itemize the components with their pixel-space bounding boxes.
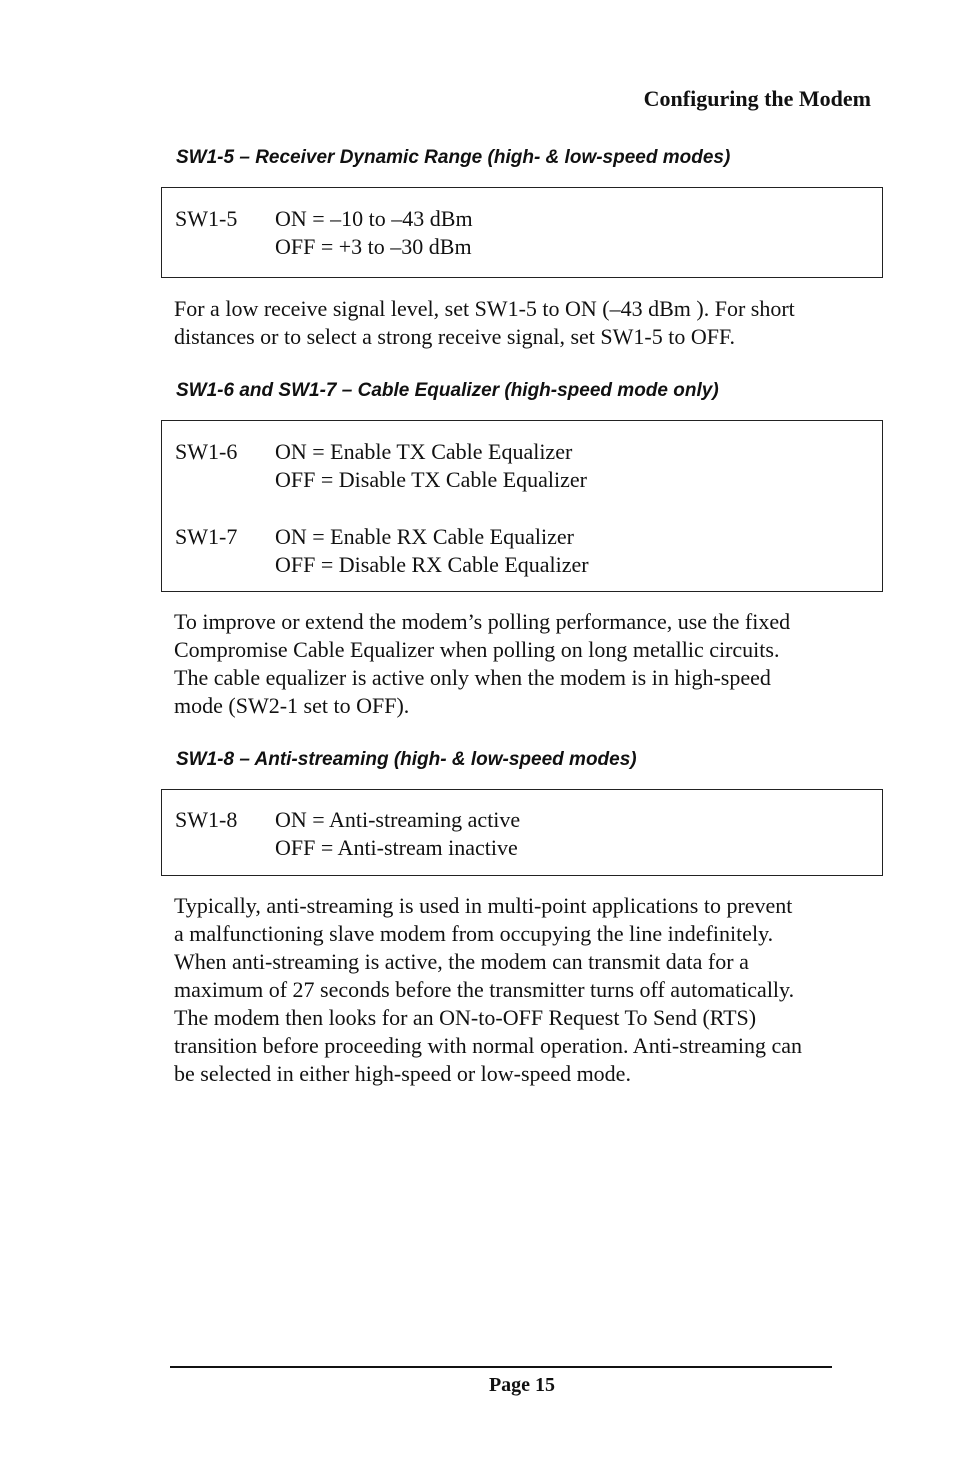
switch-name: SW1-5 — [175, 206, 238, 231]
paragraph-line: transition before proceeding with normal operation. Anti-streaming can — [174, 1033, 803, 1058]
setting-values — [275, 806, 520, 862]
paragraph-line: be selected in either high-speed or low-speed mode. — [174, 1061, 631, 1086]
paragraph-line: Typically, anti-streaming is used in multi-point applications to prevent — [174, 893, 793, 918]
footer-rule — [170, 1366, 832, 1368]
setting-row — [162, 205, 882, 261]
setting-values — [275, 523, 589, 579]
setting-row — [162, 523, 882, 579]
setting-on-line: ON = Enable RX Cable Equalizer — [275, 524, 574, 549]
setting-off-line: OFF = +3 to –30 dBm — [275, 234, 472, 259]
paragraph-line: Compromise Cable Equalizer when polling on long metallic circuits. — [174, 637, 780, 662]
paragraph-line: When anti-streaming is active, the modem can transmit data for a — [174, 949, 749, 974]
section-heading-sw1-6-sw1-7: SW1-6 and SW1-7 – Cable Equalizer (high-speed mode only) — [176, 380, 719, 401]
switch-name: SW1-6 — [175, 439, 238, 464]
setting-box-sw1-5 — [161, 187, 883, 278]
setting-row — [162, 438, 882, 494]
setting-on-line: ON = Enable TX Cable Equalizer — [275, 439, 573, 464]
paragraph-line: distances or to select a strong receive signal, set SW1-5 to OFF. — [174, 324, 735, 349]
setting-row — [162, 806, 882, 862]
running-header-title: Configuring the Modem — [643, 86, 871, 111]
paragraph-sw1-6-sw1-7 — [174, 608, 874, 720]
setting-on-line: ON = –10 to –43 dBm — [275, 206, 473, 231]
setting-on-line: ON = Anti-streaming active — [275, 807, 521, 832]
section-heading-sw1-8: SW1-8 – Anti-streaming (high- & low-speed modes) — [176, 749, 637, 770]
paragraph-line: For a low receive signal level, set SW1-5 to ON (–43 dBm ). For short — [174, 296, 795, 321]
setting-values — [275, 438, 587, 494]
paragraph-sw1-8 — [174, 892, 874, 1088]
page-number: Page 15 — [488, 1374, 556, 1396]
paragraph-line: To improve or extend the modem’s polling performance, use the fixed — [174, 609, 791, 634]
setting-box-sw1-6-sw1-7 — [161, 420, 883, 592]
setting-off-line: OFF = Disable TX Cable Equalizer — [275, 467, 587, 492]
setting-off-line: OFF = Disable RX Cable Equalizer — [275, 552, 589, 577]
switch-name: SW1-7 — [175, 524, 238, 549]
setting-box-sw1-8 — [161, 789, 883, 876]
paragraph-line: mode (SW2-1 set to OFF). — [174, 693, 410, 718]
paragraph-line: a malfunctioning slave modem from occupying the line indefinitely. — [174, 921, 774, 946]
switch-name: SW1-8 — [175, 807, 238, 832]
setting-off-line: OFF = Anti-stream inactive — [275, 835, 518, 860]
paragraph-line: The cable equalizer is active only when the modem is in high-speed — [174, 665, 771, 690]
paragraph-sw1-5 — [174, 295, 874, 351]
paragraph-line: The modem then looks for an ON-to-OFF Request To Send (RTS) — [174, 1005, 757, 1030]
paragraph-line: maximum of 27 seconds before the transmitter turns off automatically. — [174, 977, 795, 1002]
section-heading-sw1-5: SW1-5 – Receiver Dynamic Range (high- & low-speed modes) — [176, 147, 731, 168]
setting-values — [275, 205, 473, 261]
